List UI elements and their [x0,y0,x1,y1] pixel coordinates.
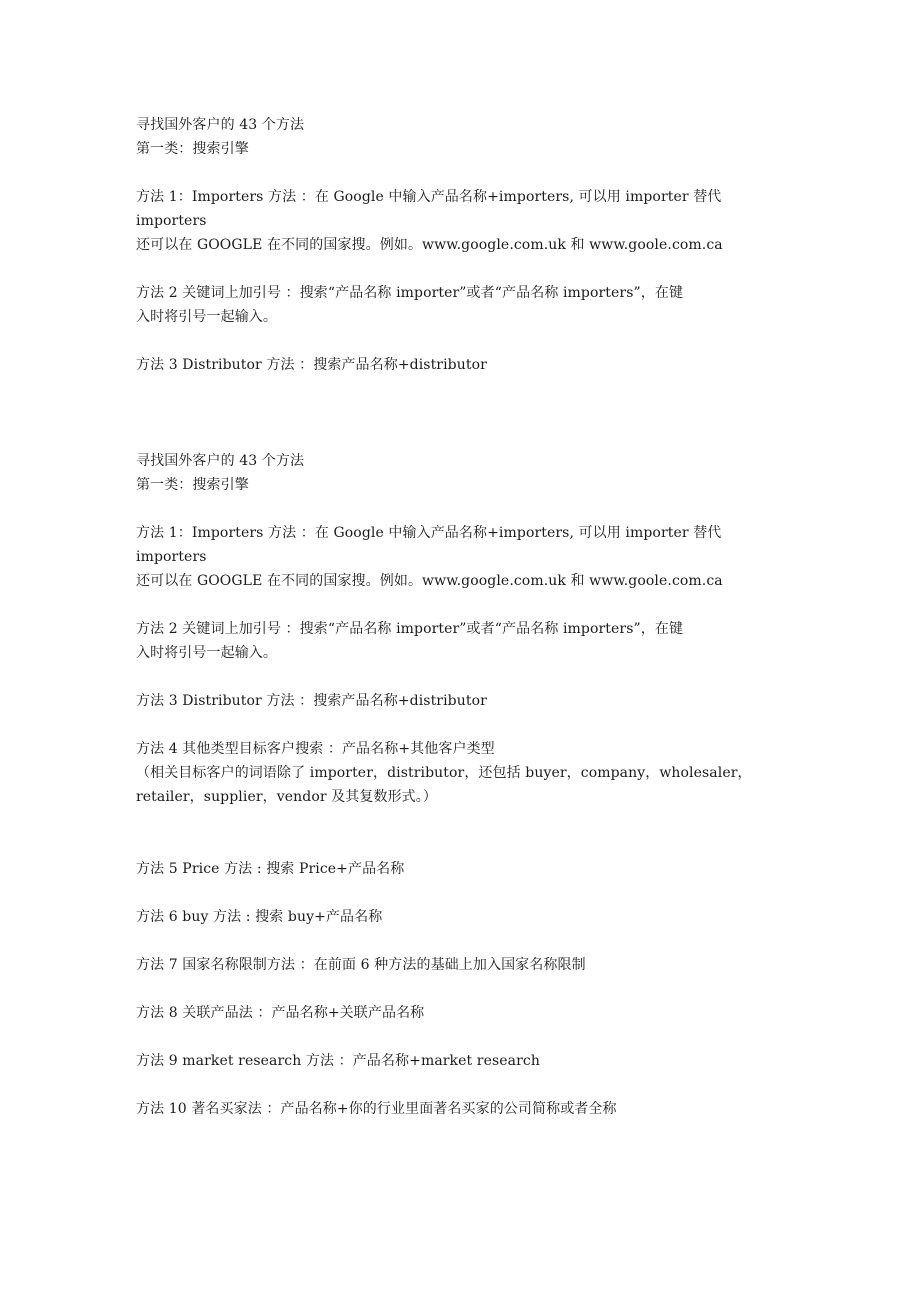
method4-text: 方法 4 其他类型目标客户搜索 ：产品名称+其他客户类型 [136,741,495,757]
method8-text: 方法 8 关联产品法 ：产品名称+关联产品名称 [136,1005,425,1021]
method4-text-note: （相关目标客户的词语除了 importer，distributor，还包括 buyer，company，wholesaler， [136,765,752,781]
blank-line [136,833,796,857]
blank-line [136,881,796,905]
blank-line [136,329,796,353]
blank-line [136,1025,796,1049]
document-body [136,113,796,1121]
method1-text-cont: importers [136,213,207,229]
method1-text-note: 还可以在 GOOGLE 在不同的国家搜。例如。www.google.com.uk 和 www.goole.com.ca [136,573,723,589]
doc-title: 寻找国外客户的 43 个方法 [136,117,305,133]
blank-line [136,809,796,833]
method2-text: 方法 2 关键词上加引号 ：搜索“产品名称 importer”或者“产品名称 importers”，在键 [136,285,684,301]
method1-text-note: 还可以在 GOOGLE 在不同的国家搜。例如。www.google.com.uk 和 www.goole.com.ca [136,237,723,253]
section-spacer [136,377,796,449]
method2-text-cont: 入时将引号一起输入。 [136,645,277,661]
blank-line [136,497,796,521]
method10-text: 方法 10 著名买家法 ：产品名称+你的行业里面著名买家的公司简称或者全称 [136,1101,617,1117]
category-heading-repeat: 第一类：搜索引擎 [136,477,249,493]
method2-text-cont: 入时将引号一起输入。 [136,309,277,325]
category-heading: 第一类：搜索引擎 [136,141,249,157]
method2-text: 方法 2 关键词上加引号 ：搜索“产品名称 importer”或者“产品名称 importers”，在键 [136,621,684,637]
doc-title-repeat: 寻找国外客户的 43 个方法 [136,453,305,469]
blank-line [136,977,796,1001]
blank-line [136,593,796,617]
method4-text-note-cont: retailer，supplier，vendor 及其复数形式。） [136,789,437,805]
method9-text: 方法 9 market research 方法 ：产品名称+market research [136,1053,540,1069]
blank-line [136,929,796,953]
blank-line [136,257,796,281]
method7-text: 方法 7 国家名称限制方法 ：在前面 6 种方法的基础上加入国家名称限制 [136,957,586,973]
method3-text: 方法 3 Distributor 方法 ：搜索产品名称+distributor [136,693,487,709]
blank-line [136,1073,796,1097]
method3-text: 方法 3 Distributor 方法 ：搜索产品名称+distributor [136,357,487,373]
method1-text: 方法 1：Importers 方法 ：在 Google 中输入产品名称+importers, 可以用 importer 替代 [136,189,722,205]
method1-text-cont: importers [136,549,207,565]
blank-line [136,713,796,737]
method6-text: 方法 6 buy 方法 : 搜索 buy+产品名称 [136,909,383,925]
blank-line [136,665,796,689]
method5-text: 方法 5 Price 方法 : 搜索 Price+产品名称 [136,861,405,877]
method1-text: 方法 1：Importers 方法 ：在 Google 中输入产品名称+importers, 可以用 importer 替代 [136,525,722,541]
blank-line [136,161,796,185]
